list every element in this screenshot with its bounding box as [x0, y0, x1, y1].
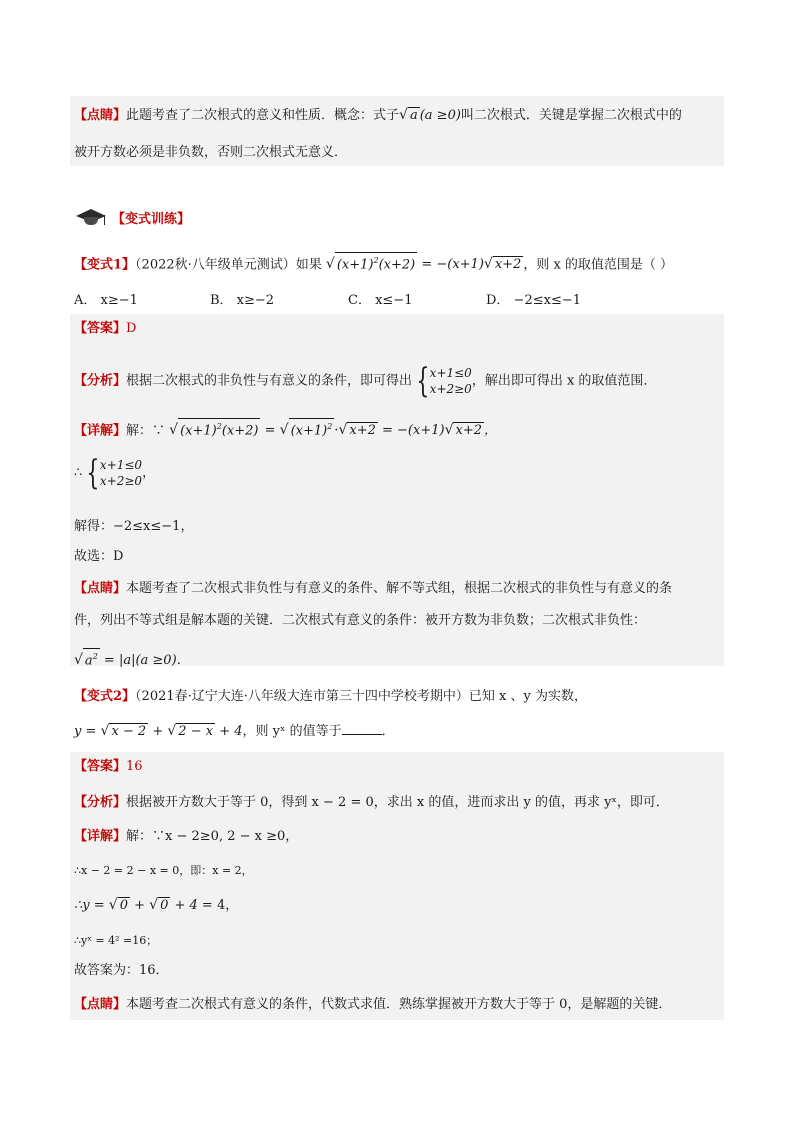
q1-answer: 【答案】D	[74, 321, 137, 336]
answer-blank[interactable]	[342, 722, 382, 735]
q2-stem-2: y = √ x − 2 + √ 2 − x + 4，则 yˣ 的值等于 ．	[74, 723, 395, 739]
q1-detail: 【详解】解：∵ √ $(x+1)^2(x+2)$ = √ $(x+1)^2$ ·√ x+2 = −(x+1)√ x+2 ，	[74, 418, 497, 440]
q1-detail-equation: √ $(x+1)^2(x+2)$ = √ $(x+1)^2$ ·√ x+2 = −(x+1)√ x+2 ，	[169, 423, 497, 438]
q1-solve: 解得：−2≤x≤−1，	[74, 519, 194, 534]
graduation-cap-icon	[74, 206, 108, 228]
q1-option-d[interactable]: D． −2≤x≤−1	[486, 293, 581, 308]
q2-equation: y = √ x − 2 + √ 2 − x + 4	[74, 723, 243, 739]
q2-final: 故答案为：16．	[74, 963, 169, 978]
q1-option-b[interactable]: B． x≥−2	[210, 293, 275, 308]
section-title: 【变式训练】	[74, 206, 190, 228]
q2-detail-4: ∴yˣ = 4² =16；	[74, 934, 158, 947]
sqrt-a-formula: √ a (a ≥0)	[399, 107, 461, 123]
q1-analysis: 【分析】根据二次根式的非负性与有意义的条件，即可得出 {x+1≤0 x+2≥0，解出即可得出 x 的取值范围．	[74, 361, 657, 401]
q2-detail-2: ∴x − 2 = 2 − x = 0，即：x = 2，	[74, 864, 253, 877]
q1-stem: 【变式1】（2022秋·八年级单元测试）如果 √ $(x+1)^2(x+2) = -(x+1)√$ x+2 ，则 x 的取值范围是（ ）	[74, 252, 673, 274]
q1-dianjing-formula: √ $a^2 = |a|(a \ge 0)$．	[74, 648, 190, 670]
q2-analysis: 【分析】根据被开方数大于等于 0，得到 x − 2 = 0，求出 x 的值，进而求出 y 的值，再求 yˣ，即可．	[74, 795, 669, 810]
dianjing-tag: 【点睛】	[74, 108, 127, 123]
q2-dianjing: 【点睛】本题考查二次根式有意义的条件，代数式求值．熟练掌握被开方数大于等于 0，是解题的关键．	[74, 997, 672, 1012]
q1-therefore-system: ∴ {x+1≤0 x+2≥0，	[74, 453, 156, 493]
q2-detail-3: ∴y = √ 0 + √ 0 + 4 = 4，	[74, 897, 239, 913]
q1-dianjing-1: 【点睛】本题考查了二次根式非负性与有意义的条件、解不等式组，根据二次根式的非负性与有意义的条	[74, 581, 673, 596]
dianjing-line-1: 【点睛】此题考查了二次根式的意义和性质．概念：式子√ a (a ≥0)叫二次根式．关键是掌握二次根式中的	[74, 107, 682, 123]
q1-equation: √ $(x+1)^2(x+2) = -(x+1)√$ x+2	[326, 257, 523, 272]
q1-choose: 故选：D	[74, 549, 124, 564]
q1-option-a[interactable]: A． x≥−1	[74, 293, 138, 308]
q2-detail-1: 【详解】解：∵x − 2≥0, 2 − x ≥0，	[74, 829, 299, 844]
q2-answer: 【答案】16	[74, 759, 143, 774]
dianjing-line-2: 被开方数必须是非负数，否则二次根式无意义．	[74, 145, 348, 160]
q2-stem-1: 【变式2】（2021春·辽宁大连·八年级大连市第三十四中学校考期中）已知 x 、y 为实数，	[74, 689, 587, 704]
q1-dianjing-2: 件，列出不等式组是解本题的关键．二次根式有意义的条件：被开方数为非负数；二次根式非负性：	[74, 613, 647, 628]
q1-option-c[interactable]: C． x≤−1	[348, 293, 413, 308]
